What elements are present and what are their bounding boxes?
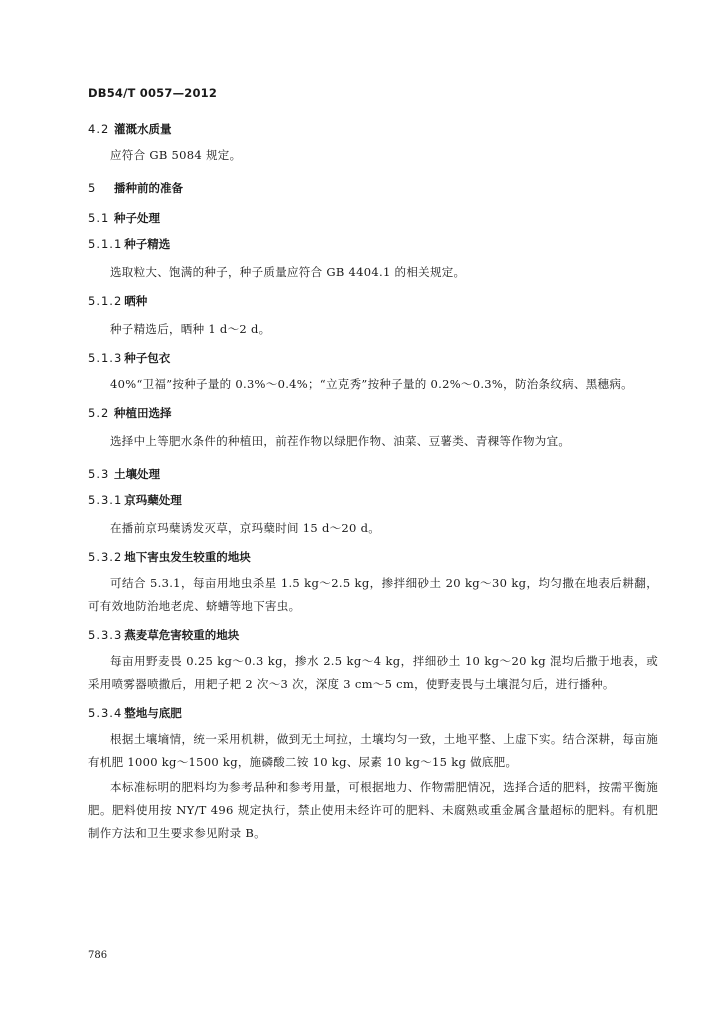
section-number: 5.2 bbox=[88, 406, 110, 420]
paragraph: 应符合 GB 5084 规定。 bbox=[110, 148, 242, 162]
paragraph: 本标准标明的肥料均为参考品种和参考用量，可根据地力、作物需肥情况，选择合适的肥料，按需平衡施肥。肥料使用按 NY/T 496 规定执行，禁止使用未经许可的肥料、未腐熟或重金属含量超标的肥料。有机肥制作方法和卫生要求参见附录 B。 bbox=[88, 780, 658, 840]
section-number: 5.3 bbox=[88, 467, 110, 481]
section-title: 土壤处理 bbox=[114, 467, 160, 481]
paragraph: 每亩用野麦畏 0.25 kg～0.3 kg，掺水 2.5 kg～4 kg，拌细砂土 10 kg～20 kg 混均后撒于地表，或采用喷雾器喷撒后，用耙子耙 2 次～3 次，深度 3 cm～5 cm，使野麦畏与土壤混匀后，进行播种。 bbox=[88, 654, 658, 691]
paragraph: 种子精选后，晒种 1 d～2 d。 bbox=[110, 322, 271, 336]
section-title: 灌溉水质量 bbox=[114, 122, 172, 136]
section-number: 5.3.1 bbox=[88, 493, 123, 507]
page-number: 786 bbox=[88, 950, 108, 961]
section-heading bbox=[88, 491, 658, 509]
section-title: 播种前的准备 bbox=[114, 181, 183, 195]
section-number: 5.1.3 bbox=[88, 351, 123, 365]
section-heading bbox=[88, 626, 658, 644]
section-heading bbox=[88, 704, 658, 722]
paragraph: 可结合 5.3.1，每亩用地虫杀星 1.5 kg～2.5 kg，掺拌细砂土 20 kg～30 kg，均匀撒在地表后耕翻，可有效地防治地老虎、蛴螬等地下害虫。 bbox=[88, 576, 658, 613]
section-heading bbox=[88, 292, 658, 310]
section-title: 种植田选择 bbox=[114, 406, 172, 420]
section-heading bbox=[88, 209, 658, 227]
section-title: 整地与底肥 bbox=[124, 706, 182, 720]
section-heading bbox=[88, 548, 658, 566]
section-title: 晒种 bbox=[124, 294, 148, 308]
section-number: 5.3.4 bbox=[88, 706, 123, 720]
section-number: 5.1.1 bbox=[88, 237, 123, 251]
section-title: 种子处理 bbox=[114, 211, 160, 225]
document-header: DB54/T 0057—2012 bbox=[88, 86, 218, 100]
section-number: 5 bbox=[88, 181, 97, 195]
paragraph: 选取粒大、饱满的种子，种子质量应符合 GB 4404.1 的相关规定。 bbox=[110, 265, 466, 279]
paragraph: 选择中上等肥水条件的种植田，前茬作物以绿肥作物、油菜、豆薯类、青稞等作物为宜。 bbox=[110, 434, 571, 448]
section-number: 4.2 bbox=[88, 122, 110, 136]
section-heading bbox=[88, 120, 658, 138]
section-number: 5.3.2 bbox=[88, 550, 123, 564]
section-title: 地下害虫发生较重的地块 bbox=[124, 550, 251, 564]
section-number: 5.1 bbox=[88, 211, 110, 225]
section-number: 5.1.2 bbox=[88, 294, 123, 308]
paragraph: 40%“卫福”按种子量的 0.3%～0.4%；“立克秀”按种子量的 0.2%～0.3%，防治条纹病、黑穗病。 bbox=[110, 377, 633, 391]
section-title: 种子包衣 bbox=[124, 351, 171, 365]
section-number: 5.3.3 bbox=[88, 628, 123, 642]
paragraph: 根据土壤墒情，统一采用机耕，做到无土坷拉，土壤均匀一致，土地平整、上虚下实。结合深耕，每亩施有机肥 1000 kg～1500 kg，施磷酸二铵 10 kg、尿素 10 kg～15 kg 做底肥。 bbox=[88, 732, 658, 769]
section-heading bbox=[88, 465, 658, 483]
section-title: 种子精选 bbox=[124, 237, 171, 251]
section-heading bbox=[88, 179, 658, 197]
section-heading bbox=[88, 235, 658, 253]
paragraph: 在播前京玛蘖诱发灭草，京玛蘖时间 15 d～20 d。 bbox=[110, 521, 381, 535]
section-heading bbox=[88, 404, 658, 422]
section-title: 燕麦草危害较重的地块 bbox=[124, 628, 240, 642]
section-title: 京玛蘖处理 bbox=[124, 493, 182, 507]
document-body bbox=[88, 120, 658, 845]
section-heading bbox=[88, 349, 658, 367]
